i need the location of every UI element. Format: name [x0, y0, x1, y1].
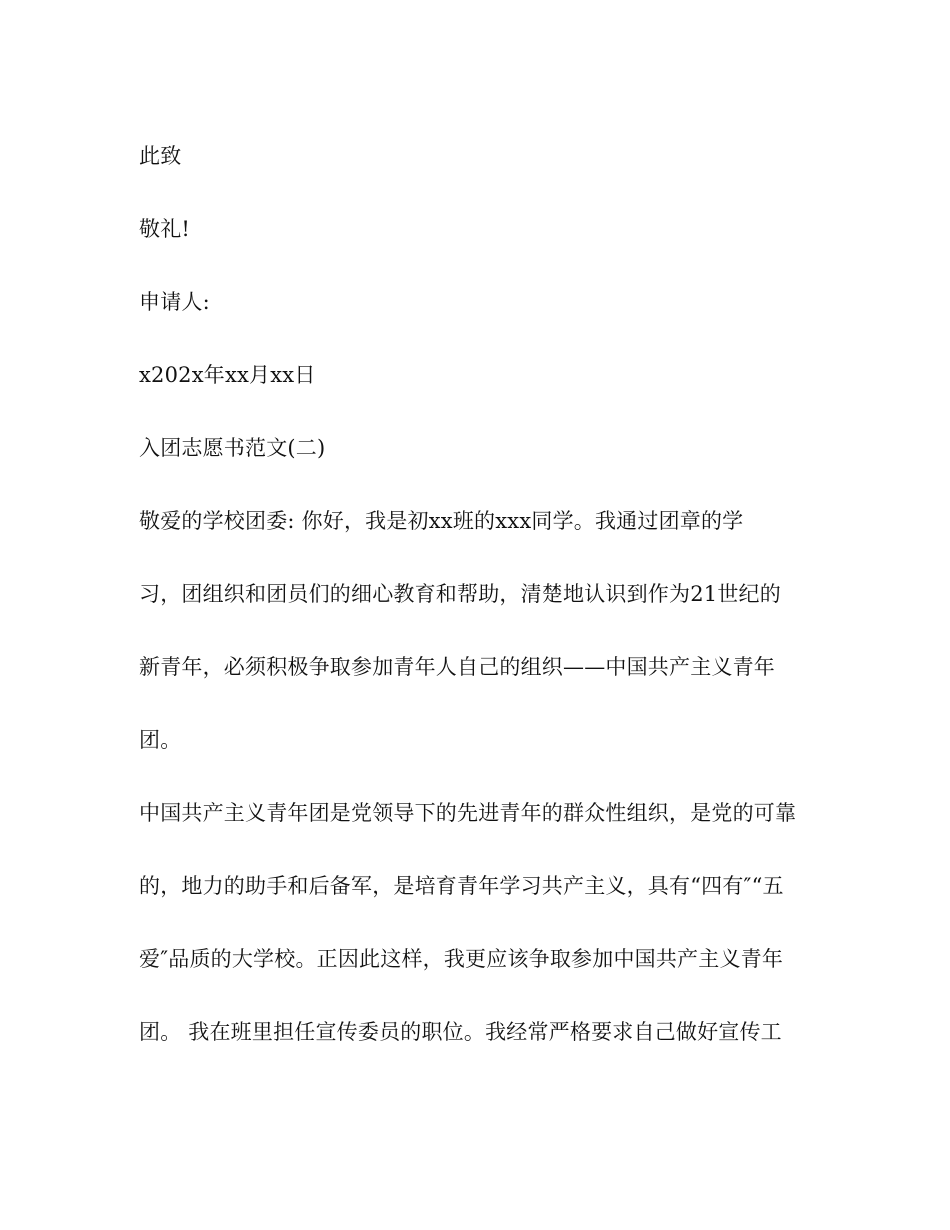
paragraph-line: 中国共产主义青年团是党领导下的先进青年的群众性组织，是党的可靠	[139, 801, 797, 825]
paragraph-line: 习，团组织和团员们的细心教育和帮助，清楚地认识到作为21世纪的	[139, 582, 781, 606]
salute-line: 敬礼!	[139, 217, 191, 241]
applicant-line: 申请人:	[139, 290, 210, 314]
closing-line: 此致	[139, 144, 182, 168]
paragraph-line: 团。	[139, 728, 182, 752]
paragraph-line: 爱″品质的大学校。正因此这样，我更应该争取参加中国共产主义青年	[139, 947, 784, 971]
section-title: 入团志愿书范文(二)	[139, 436, 326, 460]
paragraph-line: 团。 我在班里担任宣传委员的职位。我经常严格要求自己做好宣传工	[139, 1020, 782, 1044]
paragraph-line: 敬爱的学校团委: 你好，我是初xx班的xxx同学。我通过团章的学	[139, 509, 744, 533]
paragraph-line: 新青年，必须积极争取参加青年人自己的组织——中国共产主义青年	[139, 655, 775, 679]
paragraph-line: 的，地力的助手和后备军，是培育青年学习共产主义，具有“四有″“五	[139, 874, 784, 898]
date-line: x202x年xx月xx日	[139, 363, 316, 387]
